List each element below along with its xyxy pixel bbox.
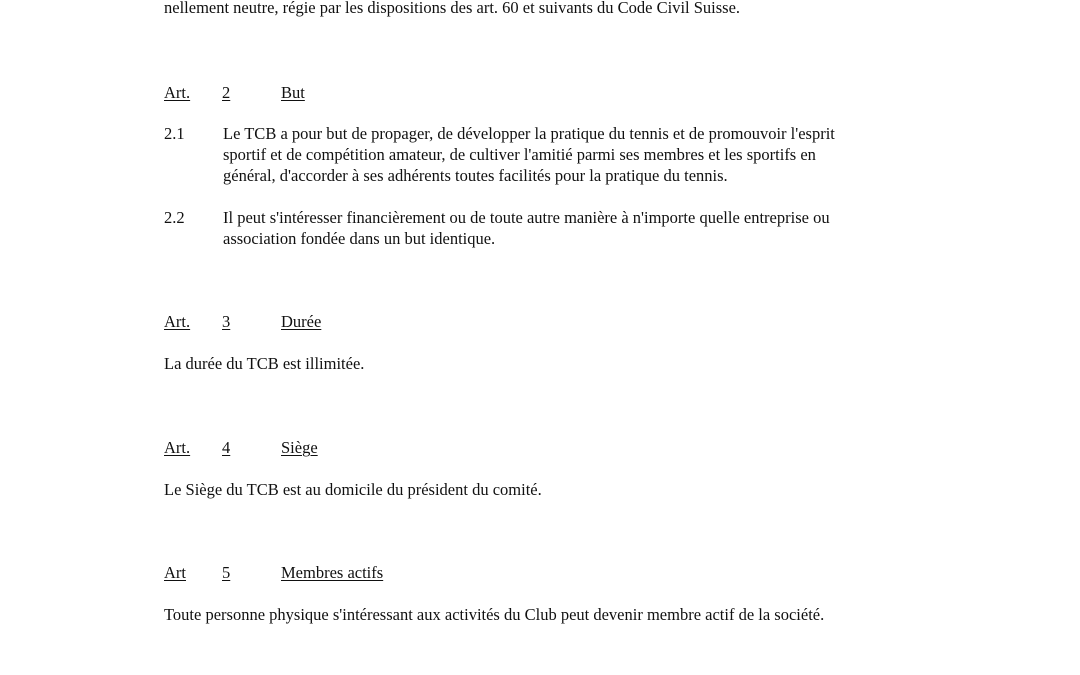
article-title: Durée (281, 312, 322, 331)
article-number: 4 (222, 438, 231, 457)
paragraph-line: association fondée dans un but identique. (223, 229, 496, 248)
paragraph-line: sportif et de compétition amateur, de cultiver l'amitié parmi ses membres et les sportifs en (223, 145, 816, 164)
article-number: 2 (222, 83, 231, 102)
intro-line: nellement neutre, régie par les dispositions des art. 60 et suivants du Code Civil Suisse. (164, 0, 741, 17)
article-title: Membres actifs (281, 563, 384, 582)
paragraph-line: général, d'accorder à ses adhérents toutes facilités pour la pratique du tennis. (223, 166, 728, 185)
paragraph-number: 2.2 (164, 208, 185, 227)
article-label: Art (164, 563, 186, 582)
paragraph-number: 2.1 (164, 124, 185, 143)
article-label: Art. (164, 83, 191, 102)
paragraph-2-2 (223, 207, 923, 249)
paragraph-2-1 (223, 123, 923, 186)
article-5-text: Toute personne physique s'intéressant aux activités du Club peut devenir membre actif de la société. (164, 605, 825, 624)
article-title: Siège (281, 438, 318, 457)
article-label: Art. (164, 438, 191, 457)
article-label: Art. (164, 312, 191, 331)
article-number: 3 (222, 312, 231, 331)
article-title: But (281, 83, 305, 102)
article-4-text: Le Siège du TCB est au domicile du président du comité. (164, 480, 542, 499)
paragraph-line: Il peut s'intéresser financièrement ou de toute autre manière à n'importe quelle entreprise ou (223, 208, 830, 227)
article-3-text: La durée du TCB est illimitée. (164, 354, 365, 373)
paragraph-line: Le TCB a pour but de propager, de développer la pratique du tennis et de promouvoir l'esprit (223, 124, 835, 143)
article-number: 5 (222, 563, 231, 582)
